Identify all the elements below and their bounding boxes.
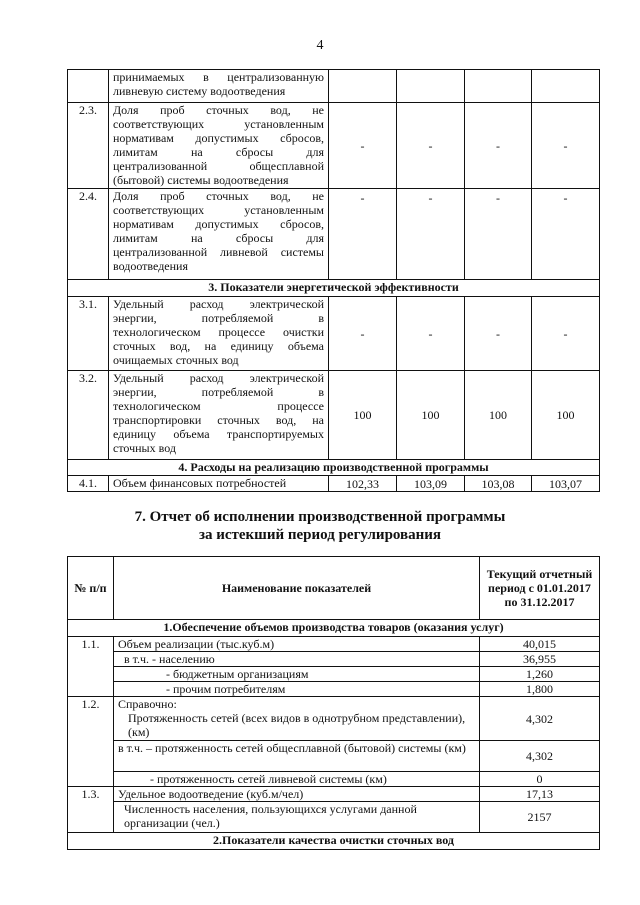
table-row: [68, 103, 600, 189]
value-cell: 103,08: [465, 476, 532, 492]
section-7-title-line-2: за истекший период регулирования: [198, 527, 442, 543]
indicator-name: Удельный расход электрической энергии, потребляемой в технологическом процессе транспортировки сточных вод, на единицу объема транспортируемых сточных вод: [109, 371, 329, 460]
indicator-name: Объем финансовых потребностей: [109, 476, 329, 492]
table-row: [68, 682, 600, 697]
value-cell: -: [397, 103, 465, 189]
value-cell: -: [329, 297, 397, 371]
indicator-name: - протяженность сетей ливневой системы (км): [114, 772, 480, 787]
value-cell: 100: [397, 371, 465, 460]
value-cell: -: [465, 103, 532, 189]
value-cell: 102,33: [329, 476, 397, 492]
value-cell: 4,302: [480, 741, 600, 772]
value-cell: 103,07: [532, 476, 600, 492]
table-row: [68, 741, 600, 772]
header-name: Наименование показателей: [114, 557, 480, 620]
header-period: Текущий отчетный период с 01.01.2017 по 31.12.2017: [480, 557, 600, 620]
row-number: 1.3.: [68, 787, 114, 833]
value-cell: -: [465, 189, 532, 280]
value-cell: 1,260: [480, 667, 600, 682]
value-cell: 103,09: [397, 476, 465, 492]
row-number: [68, 70, 109, 103]
indicator-name: [114, 697, 480, 741]
section-header-row: [68, 280, 600, 297]
program-report-table: [67, 556, 600, 850]
value-cell: -: [465, 297, 532, 371]
table-row: [68, 189, 600, 280]
row-number: 4.1.: [68, 476, 109, 492]
indicator-name: в т.ч. - населению: [114, 652, 480, 667]
table-row: [68, 297, 600, 371]
value-cell: 100: [465, 371, 532, 460]
table-row: [68, 802, 600, 833]
table-row: [68, 772, 600, 787]
value-cell: -: [397, 297, 465, 371]
table-row: [68, 787, 600, 802]
row-number: 2.4.: [68, 189, 109, 280]
header-number: № п/п: [68, 557, 114, 620]
indicator-name: принимаемых в централизованную ливневую систему водоотведения: [109, 70, 329, 103]
value-cell: 100: [532, 371, 600, 460]
value-cell: -: [532, 189, 600, 280]
value-cell: [397, 70, 465, 103]
section-title: 4. Расходы на реализацию производственной программы: [68, 460, 600, 476]
row-number: 3.2.: [68, 371, 109, 460]
value-cell: 36,955: [480, 652, 600, 667]
indicator-name: Удельный расход электрической энергии, потребляемой в технологическом процессе очистки сточных вод, на единицу объема очищаемых сточных вод: [109, 297, 329, 371]
program-indicators-table: [67, 69, 600, 492]
row-number: 3.1.: [68, 297, 109, 371]
indicator-name: Доля проб сточных вод, не соответствующих установленным нормативам допустимых сбросов, лимитам на сбросы для централизованной ливневой системы водоотведения: [109, 189, 329, 280]
section-header-row: [68, 620, 600, 637]
row-number: 1.1.: [68, 637, 114, 697]
indicator-name: Удельное водоотведение (куб.м/чел): [114, 787, 480, 802]
indicator-name: Численность населения, пользующихся услугами данной организации (чел.): [114, 802, 480, 833]
reference-title: Справочно:: [118, 697, 177, 711]
value-cell: 1,800: [480, 682, 600, 697]
value-cell: -: [532, 297, 600, 371]
row-number: 2.3.: [68, 103, 109, 189]
value-cell: [329, 70, 397, 103]
table-row: [68, 371, 600, 460]
section-title: 2.Показатели качества очистки сточных вод: [68, 833, 600, 850]
indicator-name: - прочим потребителям: [114, 682, 480, 697]
indicator-name: в т.ч. – протяженность сетей общесплавной (бытовой) системы (км): [114, 741, 480, 772]
section-7-title-line-1: 7. Отчет об исполнении производственной программы: [134, 509, 506, 525]
row-number: 1.2.: [68, 697, 114, 787]
section-title: 3. Показатели энергетической эффективности: [68, 280, 600, 297]
table-row: [68, 667, 600, 682]
value-cell: 17,13: [480, 787, 600, 802]
value-cell: 4,302: [480, 697, 600, 741]
reference-text: Протяженность сетей (всех видов в однотрубном представлении), (км): [128, 711, 466, 739]
table-row: [68, 697, 600, 741]
indicator-name: Доля проб сточных вод, не соответствующих установленным нормативам допустимых сбросов, лимитам на сбросы для централизованной общесплавной (бытовой) системы водоотведения: [109, 103, 329, 189]
value-cell: -: [532, 103, 600, 189]
value-cell: [532, 70, 600, 103]
table-header-row: [68, 557, 600, 620]
value-cell: 0: [480, 772, 600, 787]
value-cell: -: [397, 189, 465, 280]
value-cell: -: [329, 189, 397, 280]
value-cell: 2157: [480, 802, 600, 833]
table-row: [68, 652, 600, 667]
indicator-name: Объем реализации (тыс.куб.м): [114, 637, 480, 652]
table-row: [68, 476, 600, 492]
section-header-row: [68, 833, 600, 850]
value-cell: -: [329, 103, 397, 189]
value-cell: [465, 70, 532, 103]
section-title: 1.Обеспечение объемов производства товаров (оказания услуг): [68, 620, 600, 637]
page-number: 4: [316, 38, 324, 53]
table-row: [68, 637, 600, 652]
value-cell: 100: [329, 371, 397, 460]
value-cell: 40,015: [480, 637, 600, 652]
indicator-name: - бюджетным организациям: [114, 667, 480, 682]
table-row: [68, 70, 600, 103]
section-7-title: [0, 508, 640, 544]
section-header-row: [68, 460, 600, 476]
